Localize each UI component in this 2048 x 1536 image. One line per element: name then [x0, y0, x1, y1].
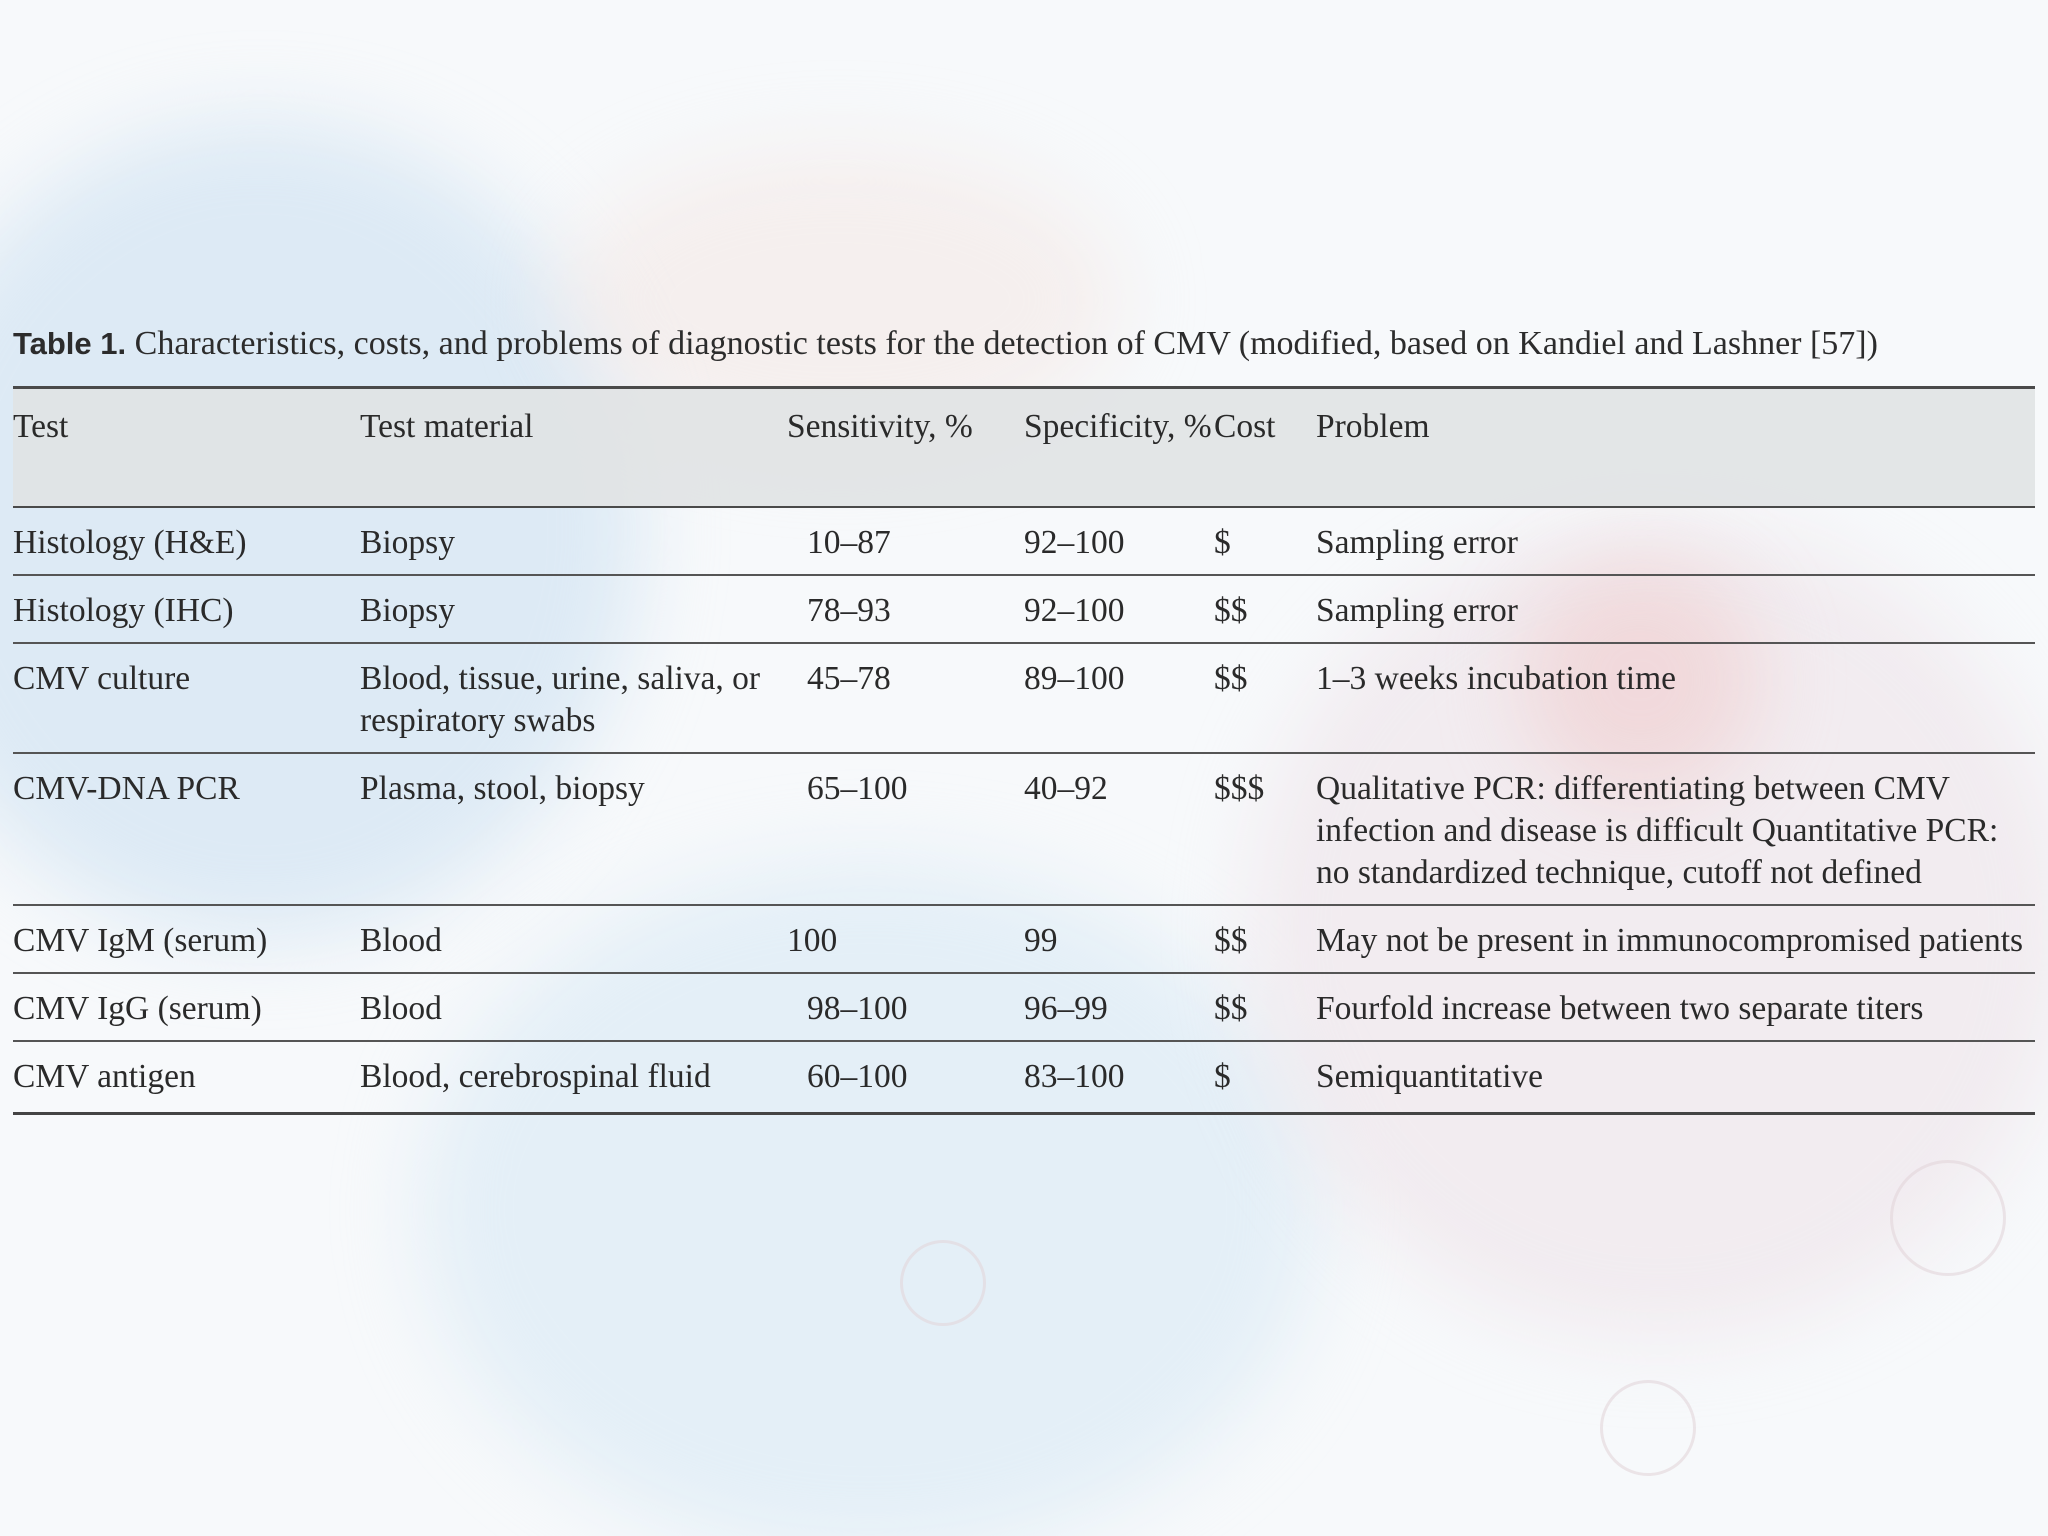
cell-test: CMV IgM (serum)	[13, 922, 268, 959]
table-row	[13, 905, 2035, 973]
cell-sensitivity: 65–100	[807, 770, 908, 807]
table-document	[13, 322, 2035, 1115]
cell-specificity: 89–100	[1024, 660, 1125, 697]
header-row	[13, 388, 2035, 508]
table-row	[13, 753, 2035, 905]
cell-sensitivity: 100	[787, 922, 838, 959]
cell-sensitivity: 98–100	[807, 990, 908, 1027]
cell-problem: Qualitative PCR: differentiating between CMV infection and disease is difficult Quantitative PCR: no standardized technique, cutoff not defined	[1316, 770, 1999, 891]
cell-cost: $$	[1214, 922, 1248, 959]
table-header	[13, 388, 2035, 508]
column-header-test-material: Test material	[360, 408, 534, 445]
cell-material: Blood, tissue, urine, saliva, or respiratory swabs	[360, 660, 761, 739]
cell-test: CMV antigen	[13, 1058, 196, 1095]
cell-cost: $$	[1214, 990, 1248, 1027]
column-header-test: Test	[13, 408, 69, 445]
background-ring	[1890, 1160, 2006, 1276]
cell-specificity: 96–99	[1024, 990, 1108, 1027]
cell-problem: May not be present in immunocompromised patients	[1316, 922, 2024, 959]
cell-sensitivity: 10–87	[807, 524, 891, 561]
table-row	[13, 575, 2035, 643]
caption-text: Characteristics, costs, and problems of diagnostic tests for the detection of CMV (modified, based on Kandiel and Lashner [57])	[134, 325, 1878, 362]
column-header-problem: Problem	[1316, 408, 1430, 445]
cell-problem: Semiquantitative	[1316, 1058, 1544, 1095]
cell-material: Plasma, stool, biopsy	[360, 770, 645, 807]
cell-problem: Sampling error	[1316, 592, 1518, 629]
table-caption	[13, 322, 2035, 366]
background-ring	[1600, 1380, 1696, 1476]
cell-test: Histology (H&E)	[13, 524, 247, 561]
cell-material: Biopsy	[360, 592, 455, 629]
table-body	[13, 507, 2035, 1114]
cell-specificity: 92–100	[1024, 524, 1125, 561]
cell-test: CMV-DNA PCR	[13, 770, 240, 807]
cell-sensitivity: 78–93	[807, 592, 891, 629]
cell-material: Biopsy	[360, 524, 455, 561]
table-row	[13, 507, 2035, 575]
cell-specificity: 83–100	[1024, 1058, 1125, 1095]
column-header-sensitivity: Sensitivity, %	[787, 408, 973, 445]
cell-cost: $$	[1214, 592, 1248, 629]
column-header-specificity: Specificity, %	[1024, 408, 1212, 445]
cell-material: Blood	[360, 990, 442, 1027]
cell-material: Blood, cerebrospinal fluid	[360, 1058, 711, 1095]
cell-problem: 1–3 weeks incubation time	[1316, 660, 1677, 697]
table-row	[13, 1041, 2035, 1114]
cell-cost: $$$	[1214, 770, 1265, 807]
cell-problem: Sampling error	[1316, 524, 1518, 561]
cell-cost: $	[1214, 524, 1231, 561]
cell-cost: $$	[1214, 660, 1248, 697]
cell-test: Histology (IHC)	[13, 592, 234, 629]
cell-test: CMV culture	[13, 660, 191, 697]
background-ring	[900, 1240, 986, 1326]
table-row	[13, 643, 2035, 753]
caption-label: Table 1.	[13, 326, 127, 361]
cell-specificity: 99	[1024, 922, 1058, 959]
cell-sensitivity: 45–78	[807, 660, 891, 697]
cell-material: Blood	[360, 922, 442, 959]
column-header-cost: Cost	[1214, 408, 1276, 445]
cell-specificity: 40–92	[1024, 770, 1108, 807]
cell-test: CMV IgG (serum)	[13, 990, 262, 1027]
table-row	[13, 973, 2035, 1041]
cell-specificity: 92–100	[1024, 592, 1125, 629]
diagnostic-tests-table	[13, 386, 2035, 1115]
cell-sensitivity: 60–100	[807, 1058, 908, 1095]
cell-cost: $	[1214, 1058, 1231, 1095]
cell-problem: Fourfold increase between two separate titers	[1316, 990, 1924, 1027]
